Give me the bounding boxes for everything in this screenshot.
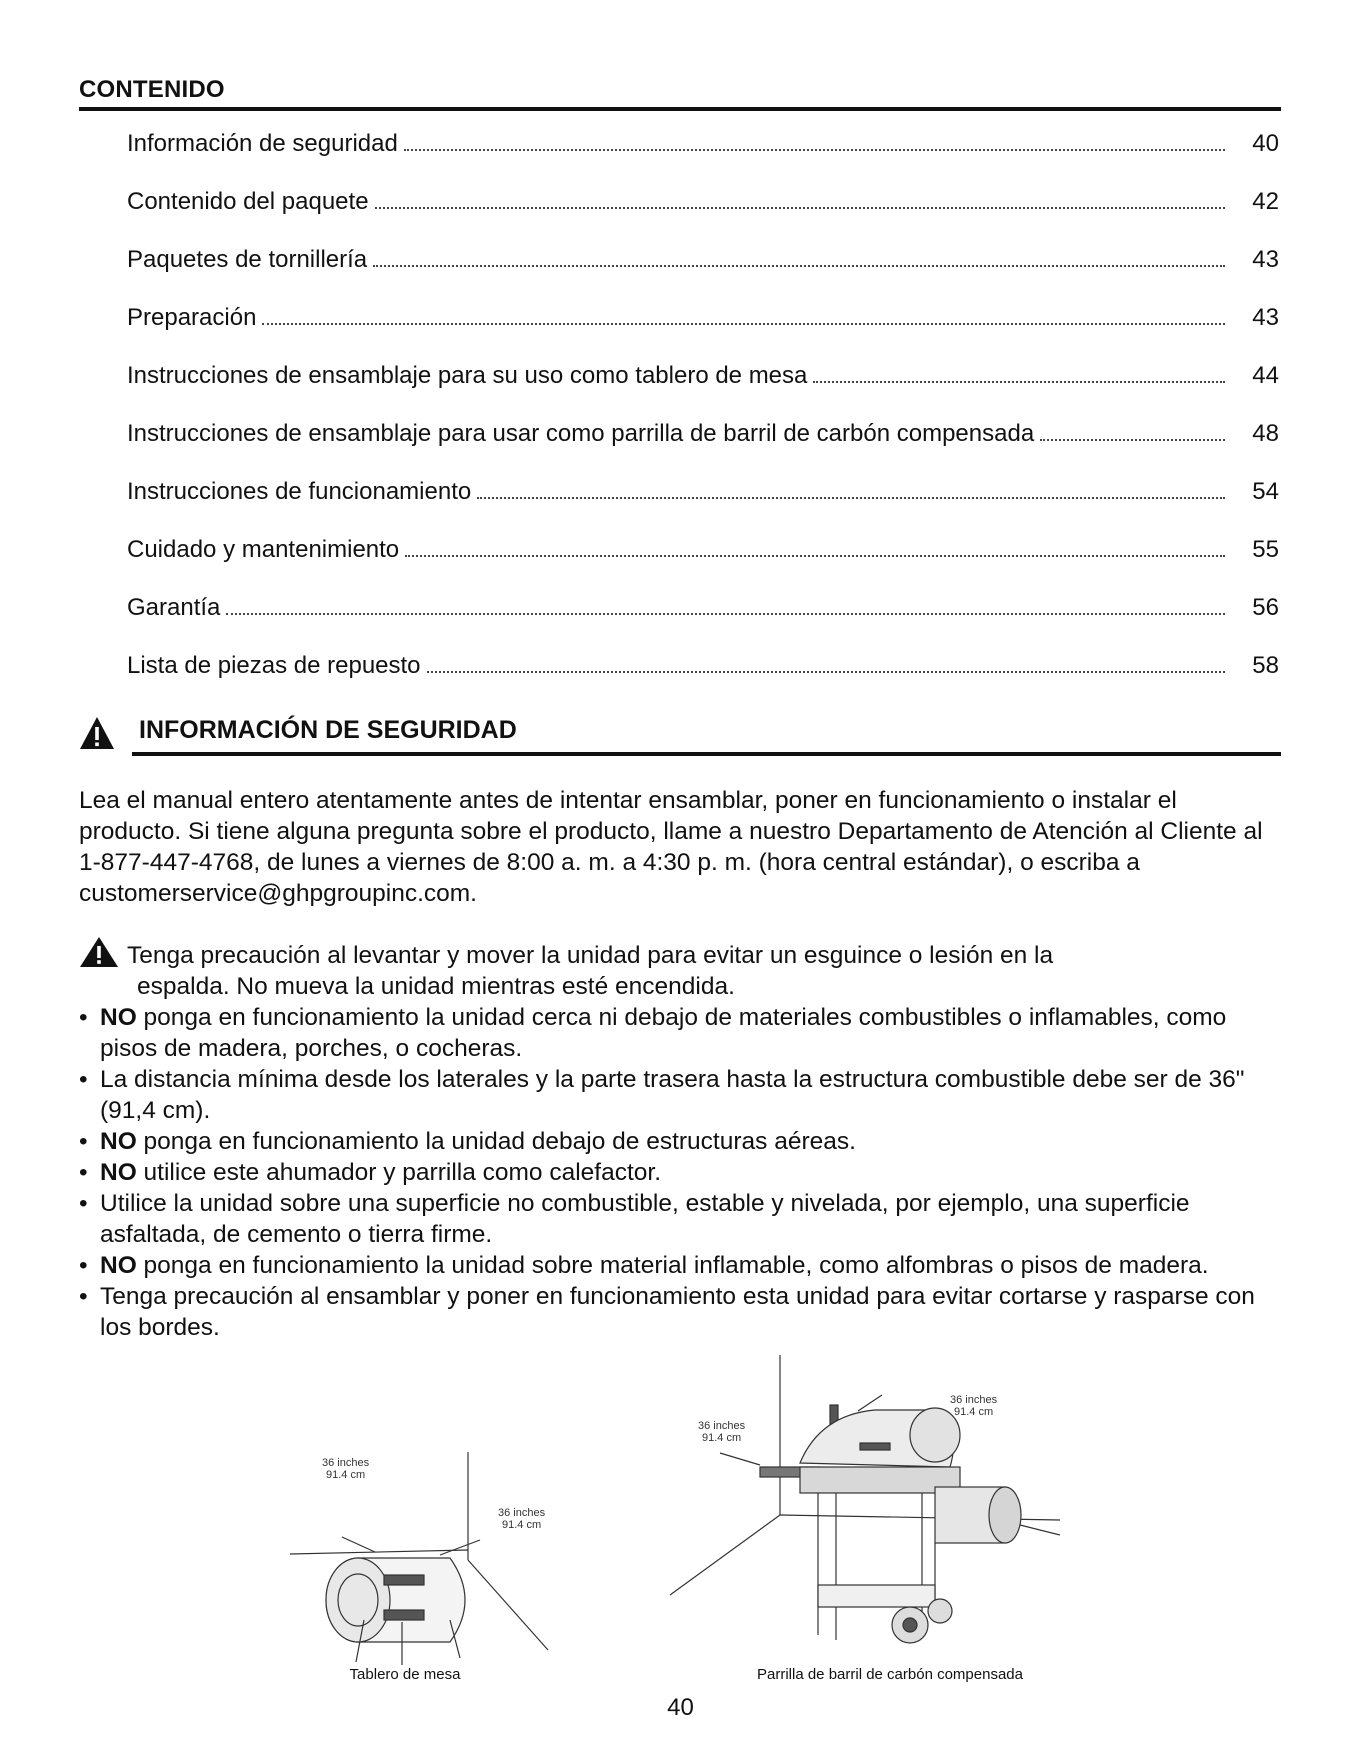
toc-entry[interactable] — [127, 304, 1279, 338]
toc-entry[interactable] — [127, 130, 1279, 164]
toc-entry-title: Información de seguridad — [127, 130, 398, 157]
safety-bullet — [79, 1250, 1279, 1281]
bullet-bold-prefix: NO — [100, 1128, 137, 1155]
offset-dim-rear-line-2: 91.4 cm — [702, 1432, 742, 1444]
bullet-text: Utilice la unidad sobre una superficie no combustible, estable y nivelada, por ejemplo, una superficie asfaltada, de cemento o tierra firme. — [100, 1190, 1190, 1248]
safety-bullet-list — [79, 1002, 1279, 1343]
bullet-text: ponga en funcionamiento la unidad sobre material inflamable, como alfombras o pisos de madera. — [136, 1252, 1209, 1279]
toc-entry-page: 40 — [1252, 130, 1279, 157]
toc-entry[interactable] — [127, 362, 1279, 396]
bullet-text: utilice este ahumador y parrilla como calefactor. — [136, 1159, 662, 1186]
offset-dim-rear-line-1: 36 inches — [698, 1420, 746, 1432]
toc-entry-page: 55 — [1252, 536, 1279, 563]
safety-bullet — [79, 1126, 1279, 1157]
bullet-bold-prefix: NO — [100, 1252, 137, 1279]
toc-entry-page: 48 — [1252, 420, 1279, 447]
bullet-bold-prefix: NO — [100, 1004, 137, 1031]
toc-entry[interactable] — [127, 594, 1279, 628]
tabletop-grill-illustration — [290, 1440, 590, 1665]
bullet-dot: • — [79, 1190, 88, 1217]
toc-leader-dots — [262, 323, 1225, 325]
tabletop-dim-side-line-1: 36 inches — [498, 1507, 546, 1519]
tabletop-dim-rear-line-2: 91.4 cm — [326, 1469, 366, 1481]
bullet-dot: • — [79, 1159, 88, 1186]
toc-entry[interactable] — [127, 246, 1279, 280]
toc-leader-dots — [813, 381, 1225, 383]
bullet-text: ponga en funcionamiento la unidad cerca ni debajo de materiales combustibles o inflamables, como pisos de madera, porches, o cocheras. — [100, 1004, 1227, 1062]
safety-bullet — [79, 1002, 1279, 1064]
offset-dim-side-line-1: 36 inches — [950, 1394, 998, 1406]
bullet-dot: • — [79, 1004, 88, 1031]
toc-entry-title: Contenido del paquete — [127, 188, 369, 215]
toc-entry[interactable] — [127, 420, 1279, 454]
toc-entry-title: Paquetes de tornillería — [127, 246, 368, 273]
safety-bullet — [79, 1064, 1279, 1126]
tabletop-dim-side-line-2: 91.4 cm — [502, 1519, 542, 1531]
bullet-dot: • — [79, 1283, 88, 1310]
toc-entry-page: 43 — [1252, 246, 1279, 273]
safety-intro-paragraph: Lea el manual entero atentamente antes de intentar ensamblar, poner en funcionamiento o instalar el producto. Si tiene alguna pregunta sobre el producto, llame a nuestro Departamento de Atención al Cliente al 1-877-447-4768, de lunes a viernes de 8:00 a. m. a 4:30 p. m. (hora central estándar), o escriba a customerservice@ghpgroupinc.com. — [79, 787, 1263, 907]
toc-entry-title: Instrucciones de funcionamiento — [127, 478, 472, 505]
toc-entry-title: Lista de piezas de repuesto — [127, 652, 421, 679]
caution-note — [79, 940, 1269, 1002]
bullet-dot: • — [79, 1128, 88, 1155]
toc-entry-page: 58 — [1252, 652, 1279, 679]
tabletop-dim-rear-line-1: 36 inches — [322, 1457, 370, 1469]
toc-entry-title: Cuidado y mantenimiento — [127, 536, 400, 563]
safety-bullet — [79, 1188, 1279, 1250]
toc-heading-rule — [79, 107, 1281, 111]
toc-leader-dots — [427, 671, 1225, 673]
bullet-dot: • — [79, 1252, 88, 1279]
toc-entry[interactable] — [127, 478, 1279, 512]
toc-leader-dots — [375, 207, 1225, 209]
safety-bullet — [79, 1157, 1279, 1188]
toc-entry-title: Preparación — [127, 304, 257, 331]
caution-text-line-1: Tenga precaución al levantar y mover la unidad para evitar un esguince o lesión en la — [127, 942, 1054, 969]
warning-triangle-icon — [79, 716, 115, 750]
toc-entry-page: 42 — [1252, 188, 1279, 215]
bullet-text: ponga en funcionamiento la unidad debajo de estructuras aéreas. — [136, 1128, 856, 1155]
toc-entry-title: Garantía — [127, 594, 221, 621]
safety-heading-rule — [132, 752, 1281, 756]
toc-entry-title: Instrucciones de ensamblaje para usar como parrilla de barril de carbón compensada — [127, 420, 1035, 447]
toc-entry[interactable] — [127, 188, 1279, 222]
toc-leader-dots — [477, 497, 1225, 499]
toc-entry[interactable] — [127, 536, 1279, 570]
toc-leader-dots — [373, 265, 1225, 267]
bullet-bold-prefix: NO — [100, 1159, 137, 1186]
offset-grill-caption: Parrilla de barril de carbón compensada — [757, 1666, 1023, 1683]
caution-text-line-2: espalda. No mueva la unidad mientras esté encendida. — [137, 973, 735, 1000]
toc-entry-page: 54 — [1252, 478, 1279, 505]
offset-barrel-grill-illustration — [660, 1355, 1060, 1660]
bullet-dot: • — [79, 1066, 88, 1093]
tabletop-caption: Tablero de mesa — [349, 1666, 461, 1683]
toc-entry-page: 56 — [1252, 594, 1279, 621]
toc-entry-page: 43 — [1252, 304, 1279, 331]
toc-leader-dots — [226, 613, 1225, 615]
safety-bullet — [79, 1281, 1279, 1343]
bullet-text: Tenga precaución al ensamblar y poner en funcionamiento esta unidad para evitar cortarse y rasparse con los bordes. — [100, 1283, 1255, 1341]
bullet-text: La distancia mínima desde los laterales y la parte trasera hasta la estructura combustible debe ser de 36" (91,4 cm). — [100, 1066, 1245, 1124]
toc-leader-dots — [404, 149, 1225, 151]
toc-entry-page: 44 — [1252, 362, 1279, 389]
offset-dim-side-line-2: 91.4 cm — [954, 1406, 994, 1418]
safety-heading: INFORMACIÓN DE SEGURIDAD — [139, 716, 517, 744]
toc-entry[interactable] — [127, 652, 1279, 686]
toc-leader-dots — [405, 555, 1225, 557]
page-number: 40 — [667, 1694, 694, 1721]
toc-entry-title: Instrucciones de ensamblaje para su uso como tablero de mesa — [127, 362, 808, 389]
toc-leader-dots — [1040, 439, 1225, 441]
toc-heading: CONTENIDO — [79, 76, 225, 103]
